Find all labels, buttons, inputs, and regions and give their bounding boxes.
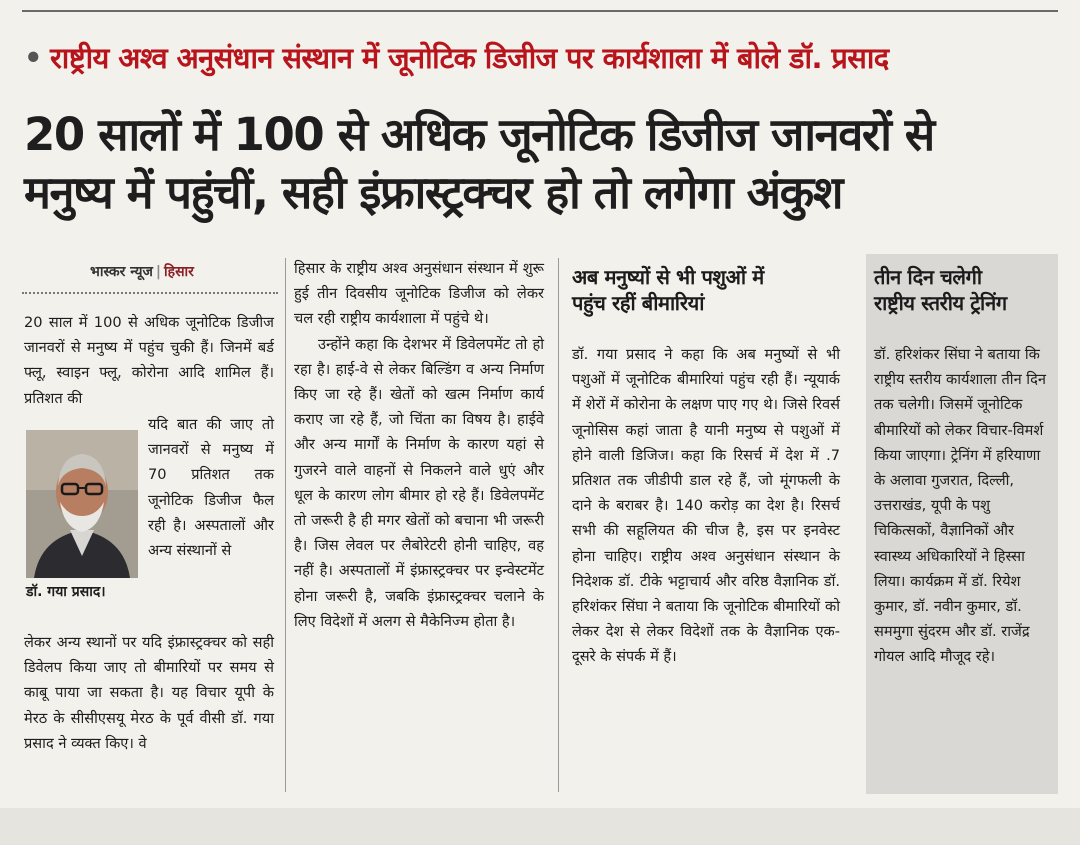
column-4-subhead bbox=[874, 264, 1056, 316]
column-rule-2 bbox=[558, 258, 559, 792]
column-4-body bbox=[874, 342, 1054, 670]
column-1-rest-text: लेकर अन्य स्थानों पर यदि इंफ्रास्ट्रक्चर को सही डिवेलप किया जाए तो बीमारियों पर समय से काबू पाया जा सकता है। यह विचार यूपी के मेरठ के सीसीएसयू मेरठ के पूर्व वीसी डॉ. गया प्रसाद ने व्यक्त किए। वे bbox=[24, 634, 274, 752]
dateline-city: हिसार bbox=[164, 264, 194, 280]
bullet-icon: • bbox=[24, 41, 42, 75]
column-3-body-text: डॉ. गया प्रसाद ने कहा कि अब मनुष्यों से भी पशुओं में जूनोटिक बीमारियां पहुंच रही हैं। न्यूयार्क में शेरों में कोरोना के लक्षण पाए गए थे। जिसे रिवर्स जूनोसिस कहां जाता है यानी मनुष्य से पशुओं में होने वाली डिजिज। कहा कि रिसर्च में देश में .7 प्रतिशत तक जीडीपी डाल रहे हैं, जो मूंगफली के दाने के बराबर है। 140 करोड़ का देश है। रिसर्च सभी की सहूलियत की चीज है, इस पर इनवेस्ट होना चाहिए। राष्ट्रीय अश्व अनुसंधान संस्थान के निदेशक डॉ. टीके भट्टाचार्य और वरिष्ठ वैज्ञानिक डॉ. हरिशंकर सिंघा ने बताया कि जूनोटिक बीमारियों को लेकर देश से लेकर विदेशों तक के वैज्ञानिक एक-दूसरे के संपर्क में हैं। bbox=[572, 346, 840, 666]
column-3-body bbox=[572, 342, 840, 670]
column-1-wrap bbox=[148, 412, 274, 563]
column-4-subhead-line-1: तीन दिन चलेगी bbox=[874, 265, 982, 289]
column-3-subhead bbox=[572, 264, 842, 316]
bottom-strip bbox=[0, 808, 1080, 845]
column-1-rest bbox=[24, 630, 274, 756]
kicker-text: राष्ट्रीय अश्व अनुसंधान संस्थान में जूनोटिक डिजीज पर कार्यशाला में बोले डॉ. प्रसाद bbox=[49, 41, 889, 75]
dateline-source: भास्कर न्यूज bbox=[90, 264, 153, 280]
dateline bbox=[90, 262, 194, 281]
column-4-body-text: डॉ. हरिशंकर सिंघा ने बताया कि राष्ट्रीय स्तरीय कार्यशाला तीन दिन तक चलेगी। जिसमें जूनोटिक बीमारियों को लेकर विचार-विमर्श किया जाएगा। ट्रेनिंग में हरियाणा के अलावा गुजरात, दिल्ली, उत्तराखंड, यूपी के पशु चिकित्सकों, वैज्ञानिकों और स्वास्थ्य अधिकारियों ने हिस्सा लिया। कार्यक्रम में डॉ. रियेश कुमार, डॉ. नवीन कुमार, डॉ. सममुगा सुंदरम और डॉ. राजेंद्र गोयल आदि मौजूद रहे। bbox=[874, 346, 1046, 666]
column-1-intro-text: 20 साल में 100 से अधिक जूनोटिक डिजीज जानवरों से मनुष्य में पहुंच चुकी हैं। जिनमें बर्ड फ्लू, स्वाइन फ्लू, कोरोना आदि शामिल हैं। प्रतिशत की bbox=[24, 314, 274, 407]
headline bbox=[24, 106, 1064, 222]
headline-line-2: मनुष्य में पहुंचीं, सही इंफ्रास्ट्रक्चर हो तो लगेगा अंकुश bbox=[24, 166, 843, 219]
dateline-separator: | bbox=[155, 264, 162, 280]
photo-caption: डॉ. गया प्रसाद। bbox=[26, 584, 106, 600]
dotted-rule bbox=[22, 292, 278, 294]
column-3-subhead-line-1: अब मनुष्यों से भी पशुओं में bbox=[572, 265, 764, 289]
author-photo bbox=[26, 430, 138, 578]
portrait-image bbox=[26, 430, 138, 578]
top-rule bbox=[22, 10, 1058, 12]
column-1-intro bbox=[24, 310, 274, 411]
column-2-para-2: उन्होंने कहा कि देशभर में डिवेलपमेंट तो हो रहा है। हाई-वे से लेकर बिल्डिंग व अन्य निर्माण किए जा रहे हैं। खेतों को खत्म निर्माण कार्य कराए जा रहे हैं, जो चिंता का विषय है। हाईवे और अन्य मार्गों के निर्माण के कारण यहां से गुजरने वाले वाहनों से निकलने वाले धुएं और धूल के कारण लोग बीमार हो रहे हैं। डिवेलपमेंट तो जरूरी है ही मगर खेतों को बचाना भी जरूरी है। जिस लेवल पर लैबोरेटरी होनी चाहिए, वह नहीं है। अस्पतालों में इंफ्रास्ट्रक्चर पर इन्वेस्टमेंट होना जरूरी है, जबकि इंफ्रास्ट्रक्चर चलाने के लिए विदेशों में अलग से मैकेनिज्म होता है। bbox=[294, 335, 544, 630]
kicker bbox=[24, 38, 1064, 77]
column-3-subhead-line-2: पहुंच रहीं बीमारियां bbox=[572, 291, 705, 315]
column-2-para-1: हिसार के राष्ट्रीय अश्व अनुसंधान संस्थान में शुरू हुई तीन दिवसीय जूनोटिक डिजीज को लेकर चल रही राष्ट्रीय कार्यशाला में पहुंचे थे। bbox=[294, 260, 544, 328]
headline-line-1: 20 सालों में 100 से अधिक जूनोटिक डिजीज जानवरों से bbox=[24, 108, 934, 161]
column-2 bbox=[294, 256, 544, 634]
column-4-subhead-line-2: राष्ट्रीय स्तरीय ट्रेनिंग bbox=[874, 291, 1007, 315]
column-1-wrap-text: यदि बात की जाए तो जानवरों से मनुष्य में 70 प्रतिशत तक जूनोटिक डिजीज फैल रही है। अस्पतालों और अन्य संस्थानों से bbox=[148, 416, 274, 560]
column-rule-1 bbox=[285, 258, 286, 792]
